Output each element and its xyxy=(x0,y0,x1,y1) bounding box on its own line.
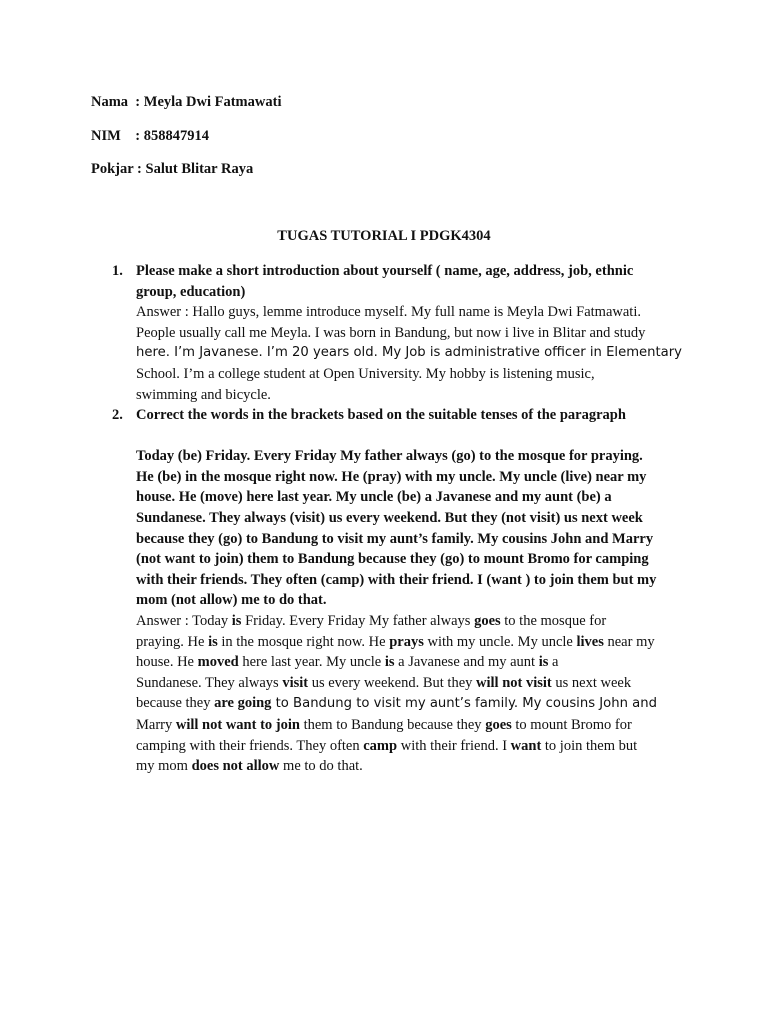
corrected-verb: are going xyxy=(214,695,272,712)
corrected-verb: goes xyxy=(485,716,512,733)
answer-text: in the mosque right now. He xyxy=(217,633,390,650)
answer-2-line xyxy=(136,756,657,777)
exercise-paragraph-line: because they (go) to Bandung to visit my aunt’s family. My cousins John and Marry xyxy=(136,530,654,547)
answer-text: us every weekend. But they xyxy=(308,674,477,691)
answer-text: Sundanese. They always xyxy=(136,674,283,691)
answer-2 xyxy=(136,611,657,777)
answer-text: them to Bandung because they xyxy=(299,716,486,733)
answer-1-line: School. I’m a college student at Open University. My hobby is listening music, xyxy=(136,365,595,382)
question-2-number: 2. xyxy=(112,407,123,423)
corrected-verb: is xyxy=(208,633,218,650)
answer-text: to mount Bromo for xyxy=(511,716,632,733)
question-1-text-line: group, education) xyxy=(136,283,246,300)
question-2-text: Correct the words in the brackets based on the suitable tenses of the paragraph xyxy=(136,407,626,423)
corrected-verb: visit xyxy=(282,674,309,691)
study-group-line: Pokjar : Salut Blitar Raya xyxy=(91,161,254,177)
answer-text: me to do that. xyxy=(279,758,363,775)
answer-text: my mom xyxy=(136,758,192,775)
question-1-text-line: Please make a short introduction about yourself ( name, age, address, job, ethnic xyxy=(136,263,634,279)
answer-text: house. He xyxy=(136,654,198,671)
corrected-verb: lives xyxy=(576,633,604,650)
exercise-paragraph-line: (not want to join) them to Bandung because they (go) to mount Bromo for camping xyxy=(136,551,649,568)
corrected-verb: prays xyxy=(389,633,424,650)
answer-1-line: swimming and bicycle. xyxy=(136,386,271,403)
answer-2-line xyxy=(136,652,657,673)
answer-2-line xyxy=(136,715,657,736)
answer-text: here last year. My uncle xyxy=(238,654,385,671)
answer-2-line xyxy=(136,632,657,653)
answer-2-line xyxy=(136,693,657,715)
corrected-verb: is xyxy=(538,654,549,671)
answer-text: Marry xyxy=(136,716,176,733)
corrected-verb: is xyxy=(231,612,242,629)
exercise-paragraph-line: Sundanese. They always (visit) us every weekend. But they (not visit) us next week xyxy=(136,509,643,526)
answer-text: Answer : Today xyxy=(136,612,232,629)
answer-text: Friday. Every Friday My father always xyxy=(241,612,475,629)
corrected-verb: camp xyxy=(363,737,398,754)
answer-1-line: People usually call me Meyla. I was born in Bandung, but now i live in Blitar and study xyxy=(136,324,646,341)
blank-line xyxy=(136,426,657,447)
question-1-number: 1. xyxy=(112,263,123,279)
document-title: TUGAS TUTORIAL I PDGK4304 xyxy=(277,228,491,244)
answer-2-line xyxy=(136,673,657,694)
student-name-line: Nama : Meyla Dwi Fatmawati xyxy=(91,94,282,110)
corrected-verb: moved xyxy=(197,654,239,671)
corrected-verb: want xyxy=(510,737,542,754)
answer-text: to the mosque for xyxy=(500,612,607,629)
answer-text: praying. He xyxy=(136,633,209,650)
answer-text: because they xyxy=(136,695,215,712)
corrected-verb: will not want to join xyxy=(175,716,300,733)
exercise-paragraph-line: house. He (move) here last year. My uncle (be) a Javanese and my aunt (be) a xyxy=(136,489,612,506)
answer-1-line: here. I’m Javanese. I’m 20 years old. My Job is administrative officer in Elementary xyxy=(136,345,682,361)
answer-2-line xyxy=(136,736,657,757)
exercise-paragraph-line: mom (not allow) me to do that. xyxy=(136,592,327,609)
question-2 xyxy=(112,405,657,777)
corrected-verb: does not allow xyxy=(191,758,280,775)
answer-text: with their friend. I xyxy=(397,737,511,754)
exercise-paragraph-line: He (be) in the mosque right now. He (pray) with my uncle. My uncle (live) near my xyxy=(136,468,647,485)
question-1 xyxy=(112,261,682,405)
answer-1-line: Answer : Hallo guys, lemme introduce myself. My full name is Meyla Dwi Fatmawati. xyxy=(136,304,641,321)
exercise-paragraph-line: with their friends. They often (camp) with their friend. I (want ) to join them but my xyxy=(136,571,657,588)
answer-text: to join them but xyxy=(541,737,638,754)
answer-text: a Javanese and my aunt xyxy=(394,654,539,671)
corrected-verb: is xyxy=(384,654,395,671)
answer-text: to Bandung to visit my aunt’s family. My cousins John and xyxy=(271,696,657,712)
answer-text: near my xyxy=(603,633,655,650)
corrected-verb: will not visit xyxy=(476,674,552,691)
corrected-verb: goes xyxy=(474,612,501,629)
answer-text: a xyxy=(548,654,559,671)
student-nim-line: NIM : 858847914 xyxy=(91,128,210,144)
exercise-paragraph-line: Today (be) Friday. Every Friday My father always (go) to the mosque for praying. xyxy=(136,448,643,465)
answer-2-line xyxy=(136,611,657,632)
answer-text: us next week xyxy=(551,674,632,691)
answer-text: camping with their friends. They often xyxy=(136,737,364,754)
answer-text: with my uncle. My uncle xyxy=(423,633,577,650)
